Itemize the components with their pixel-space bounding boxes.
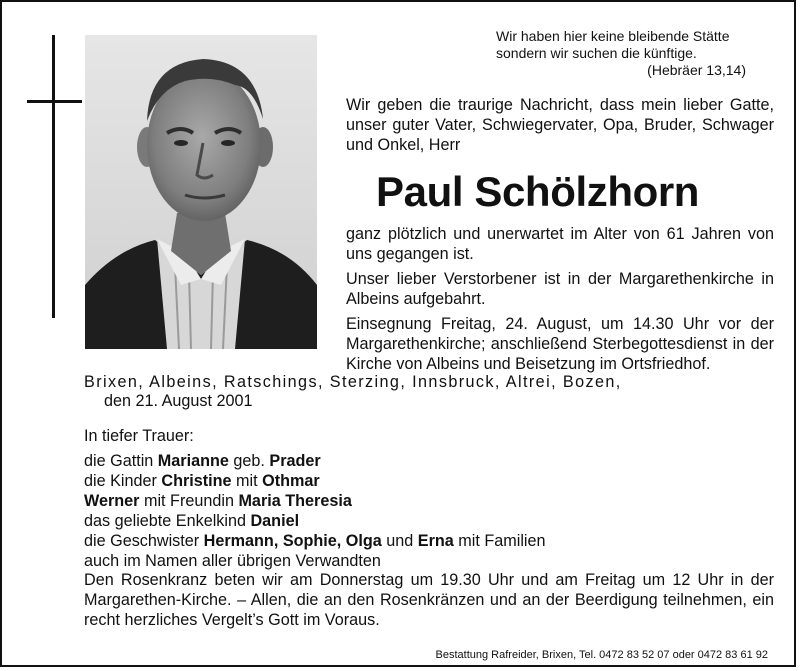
quote-source: (Hebräer 13,14) (647, 62, 746, 78)
cross-vertical-bar (52, 35, 55, 318)
mourners-heading: In tiefer Trauer: (84, 427, 194, 445)
mourner-name: Prader (269, 452, 321, 470)
cross-horizontal-bar (27, 100, 82, 103)
mourner-text: das geliebte Enkelkind (84, 512, 251, 530)
body-paragraph-laid-out: Unser lieber Verstorbener ist in der Margarethenkirche in Albeins aufgebahrt. (346, 270, 774, 308)
mourner-name: Daniel (250, 512, 300, 530)
places-line: Brixen, Albeins, Ratschings, Sterzing, Innsbruck, Altrei, Bozen, (84, 373, 622, 391)
intro-text: Wir geben die traurige Nachricht, dass mein lieber Gatte, unser guter Vater, Schwiegervater, Opa, Bruder, Schwager und Onkel, Herr (346, 96, 774, 154)
mourner-name: Christine (161, 472, 232, 490)
mourner-text: und (381, 532, 418, 550)
body-paragraph-funeral: Einsegnung Freitag, 24. August, um 14.30 Uhr vor der Margarethenkirche; anschließend Sterbegottesdienst in der Kirche von Albeins und Beisetzung im Ortsfriedhof. (346, 315, 774, 373)
mourner-text: die Geschwister (84, 532, 204, 550)
mourners-list (84, 426, 774, 571)
mourner-text: mit Freundin (139, 492, 239, 510)
mourner-line-grandchild (84, 511, 774, 531)
mourner-text: die Kinder (84, 472, 162, 490)
mourner-line-wife (84, 451, 774, 471)
mourner-text: mit Familien (453, 532, 546, 550)
notice-body (346, 224, 774, 379)
body-paragraph-age: ganz plötzlich und unerwartet im Alter von 61 Jahren von uns gegangen ist. (346, 225, 774, 263)
deceased-name: Paul Schölzhorn (376, 168, 700, 215)
quote-line-2: sondern wir suchen die künftige. (496, 45, 697, 61)
mourner-line-siblings (84, 531, 774, 551)
mourner-line-relatives: auch im Namen aller übrigen Verwandten (84, 552, 381, 570)
undertaker-contact: Bestattung Rafreider, Brixen, Tel. 0472 83 52 07 oder 0472 83 61 92 (435, 649, 768, 661)
bible-quote (496, 28, 758, 79)
mourner-name: Hermann, Sophie, Olga (203, 532, 382, 550)
mourner-line-werner (84, 491, 774, 511)
mourner-text: die Gattin (84, 452, 158, 470)
rosary-paragraph: Den Rosenkranz beten wir am Donnerstag um 19.30 Uhr und am Freitag um 12 Uhr in der Margarethen-Kirche. – Allen, die an den Rosenkränzen und an der Beerdigung teilnehmen, ein recht herzliches Vergelt’s Gott im Voraus. (84, 571, 774, 629)
notice-date: den 21. August 2001 (104, 392, 253, 410)
portrait-image (85, 35, 317, 349)
mourner-text: geb. (228, 452, 270, 470)
mourner-line-children (84, 471, 774, 491)
mourner-text: mit (231, 472, 263, 490)
mourner-name: Maria Theresia (238, 492, 352, 510)
portrait-photo (85, 35, 317, 349)
mourner-name: Othmar (262, 472, 320, 490)
quote-line-1: Wir haben hier keine bleibende Stätte (496, 28, 730, 44)
mourner-name: Marianne (157, 452, 229, 470)
mourner-name: Werner (84, 492, 140, 510)
mourner-name: Erna (417, 532, 454, 550)
